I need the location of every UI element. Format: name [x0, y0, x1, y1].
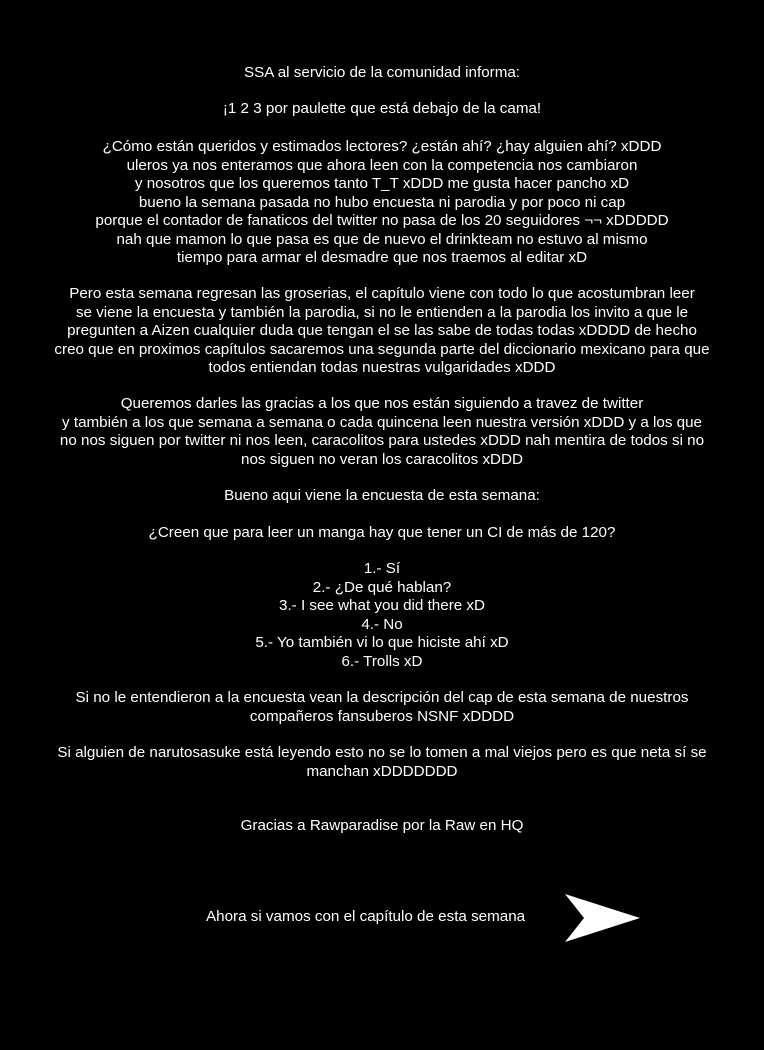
closing-line: manchan xDDDDDDD: [306, 762, 458, 780]
survey-option: 3.- I see what you did there xD: [279, 597, 485, 614]
thanks-line: no nos siguen por twitter ni nos leen, caracolitos para ustedes xDDD nah mentira de todos si no: [59, 432, 705, 449]
survey-intro: Bueno aqui viene la encuesta de esta semana:: [224, 487, 540, 504]
arrow-right-icon: [563, 892, 641, 944]
closing-line: Si alguien de narutosasuke está leyendo esto no se lo tomen a mal viejos pero es que neta sí se: [57, 744, 707, 761]
thanks-line: Queremos darles las gracias a los que nos están siguiendo a travez de twitter: [120, 395, 644, 412]
survey-option: 6.- Trolls xD: [341, 652, 423, 670]
intro-line: y nosotros que los queremos tanto T_T xDDD me gusta hacer pancho xD: [134, 175, 630, 192]
survey-option: 5.- Yo también vi lo que hiciste ahí xD: [255, 634, 509, 651]
credits-line: Gracias a Rawparadise por la Raw en HQ: [240, 817, 524, 834]
this-week-line: todos entiendan todas nuestras vulgaridades xDDD: [208, 359, 556, 376]
this-week-line: se viene la encuesta y también la parodia, si no le entienden a la parodia los invito a que le: [75, 303, 689, 321]
intro-line: nah que mamon lo que pasa es que de nuevo el drinkteam no estuvo al mismo: [116, 230, 648, 248]
survey-note-line: Si no le entendieron a la encuesta vean la descripción del cap de esta semana de nuestros: [75, 689, 689, 706]
this-week-line: creo que en proximos capítulos sacaremos una segunda parte del diccionario mexicano para que: [54, 340, 710, 358]
intro-line: bueno la semana pasada no hubo encuesta ni parodia y por poco ni cap: [138, 193, 626, 211]
survey-option: 2.- ¿De qué hablan?: [312, 578, 452, 596]
this-week-line: Pero esta semana regresan las groserias, el capítulo viene con todo lo que acostumbran leer: [69, 285, 695, 302]
survey-question: ¿Creen que para leer un manga hay que tener un CI de más de 120?: [148, 524, 616, 541]
intro-line: uleros ya nos enteramos que ahora leen con la competencia nos cambiaron: [126, 156, 638, 174]
notice-header: SSA al servicio de la comunidad informa:: [243, 64, 521, 81]
next-chapter-text: Ahora si vamos con el capítulo de esta semana: [206, 908, 526, 925]
intro-line: porque el contador de fanaticos del twitter no pasa de los 20 seguidores ¬¬ xDDDDD: [95, 212, 669, 229]
notice-count-line: ¡1 2 3 por paulette que está debajo de la cama!: [222, 100, 542, 117]
survey-note-line: compañeros fansuberos NSNF xDDDD: [249, 707, 515, 725]
intro-line: ¿Cómo están queridos y estimados lectores? ¿están ahí? ¿hay alguien ahí? xDDD: [102, 138, 662, 155]
thanks-line: nos siguen no veran los caracolitos xDDD: [241, 450, 523, 468]
survey-option: 1.- Sí: [363, 560, 401, 577]
this-week-line: pregunten a Aizen cualquier duda que tengan el se las sabe de todas todas xDDDD de hecho: [67, 322, 697, 339]
intro-line: tiempo para armar el desmadre que nos traemos al editar xD: [176, 249, 588, 266]
thanks-line: y también a los que semana a semana o cada quincena leen nuestra versión xDDD y a los que: [62, 413, 702, 431]
survey-option: 4.- No: [361, 615, 403, 633]
